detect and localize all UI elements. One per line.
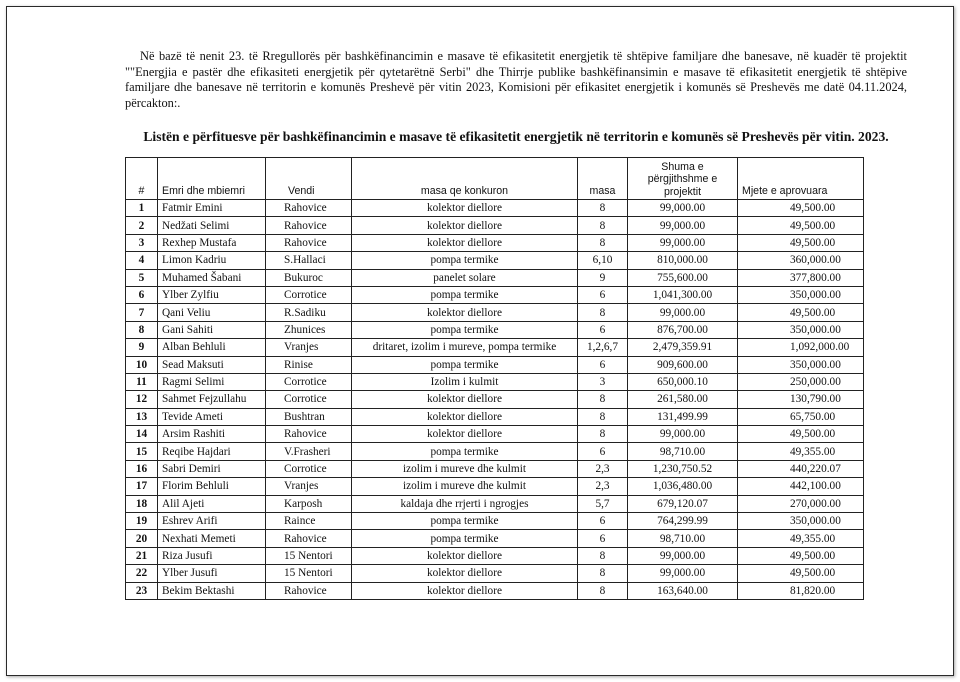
place-name: Rahovice [266, 200, 352, 217]
row-number: 1 [126, 200, 158, 217]
list-heading: Listën e përfituesve për bashkëfinancimin e masave të efikasitetit energjetik në territorin e komunës së Preshevës për vitin. 2023. [143, 129, 889, 144]
measure-description: pompa termike [352, 252, 578, 269]
table-row [126, 443, 864, 460]
row-number: 21 [126, 547, 158, 564]
row-number: 5 [126, 269, 158, 286]
beneficiary-name: Nedžati Selimi [158, 217, 266, 234]
measure-description: kolektor diellore [352, 217, 578, 234]
measure-description: Izolim i kulmit [352, 373, 578, 390]
row-number: 18 [126, 495, 158, 512]
table-row [126, 547, 864, 564]
beneficiary-name: Alil Ajeti [158, 495, 266, 512]
place-name: Rahovice [266, 426, 352, 443]
measure-description: panelet solare [352, 269, 578, 286]
beneficiary-name: Bekim Bektashi [158, 582, 266, 599]
approved-funds: 442,100.00 [738, 478, 864, 495]
table-row [126, 513, 864, 530]
place-name: Rahovice [266, 582, 352, 599]
table-row [126, 565, 864, 582]
row-number: 17 [126, 478, 158, 495]
row-number: 6 [126, 286, 158, 303]
measure-description: pompa termike [352, 513, 578, 530]
measure-code: 9 [578, 269, 628, 286]
approved-funds: 1,092,000.00 [738, 339, 864, 356]
table-body [126, 200, 864, 600]
total-project-amount: 810,000.00 [628, 252, 738, 269]
approved-funds: 350,000.00 [738, 286, 864, 303]
total-project-amount: 99,000.00 [628, 304, 738, 321]
row-number: 23 [126, 582, 158, 599]
beneficiary-name: Alban Behluli [158, 339, 266, 356]
approved-funds: 49,500.00 [738, 565, 864, 582]
total-project-amount: 1,230,750.52 [628, 460, 738, 477]
measure-description: pompa termike [352, 530, 578, 547]
approved-funds: 81,820.00 [738, 582, 864, 599]
table-row [126, 426, 864, 443]
measure-code: 8 [578, 547, 628, 564]
row-number: 13 [126, 408, 158, 425]
place-name: Corrotice [266, 391, 352, 408]
row-number: 14 [126, 426, 158, 443]
approved-funds: 65,750.00 [738, 408, 864, 425]
approved-funds: 49,355.00 [738, 530, 864, 547]
place-name: S.Hallaci [266, 252, 352, 269]
total-project-amount: 163,640.00 [628, 582, 738, 599]
total-project-amount: 650,000.10 [628, 373, 738, 390]
place-name: Bushtran [266, 408, 352, 425]
measure-description: izolim i mureve dhe kulmit [352, 478, 578, 495]
total-project-amount: 909,600.00 [628, 356, 738, 373]
place-name: 15 Nentori [266, 547, 352, 564]
place-name: Corrotice [266, 373, 352, 390]
table-row [126, 373, 864, 390]
row-number: 3 [126, 234, 158, 251]
approved-funds: 49,500.00 [738, 304, 864, 321]
table-row [126, 286, 864, 303]
measure-code: 6 [578, 530, 628, 547]
header-masa: masa [578, 158, 628, 200]
approved-funds: 49,500.00 [738, 234, 864, 251]
table-header-row [126, 158, 864, 200]
place-name: Rinise [266, 356, 352, 373]
approved-funds: 130,790.00 [738, 391, 864, 408]
total-project-amount: 1,041,300.00 [628, 286, 738, 303]
row-number: 11 [126, 373, 158, 390]
table-row [126, 356, 864, 373]
table-row [126, 582, 864, 599]
measure-code: 6,10 [578, 252, 628, 269]
measure-code: 8 [578, 565, 628, 582]
beneficiary-name: Limon Kadriu [158, 252, 266, 269]
beneficiary-name: Arsim Rashiti [158, 426, 266, 443]
table-row [126, 304, 864, 321]
total-project-amount: 764,299.99 [628, 513, 738, 530]
beneficiary-name: Muhamed Šabani [158, 269, 266, 286]
approved-funds: 350,000.00 [738, 321, 864, 338]
table-row [126, 391, 864, 408]
row-number: 12 [126, 391, 158, 408]
approved-funds: 377,800.00 [738, 269, 864, 286]
beneficiary-name: Qani Veliu [158, 304, 266, 321]
measure-code: 8 [578, 426, 628, 443]
measure-description: kolektor diellore [352, 234, 578, 251]
total-project-amount: 876,700.00 [628, 321, 738, 338]
total-project-amount: 261,580.00 [628, 391, 738, 408]
place-name: Corrotice [266, 286, 352, 303]
table-row [126, 321, 864, 338]
total-project-amount: 131,499.99 [628, 408, 738, 425]
measure-description: kolektor diellore [352, 547, 578, 564]
header-name: Emri dhe mbiemri [158, 158, 266, 200]
total-project-amount: 99,000.00 [628, 426, 738, 443]
table-row [126, 530, 864, 547]
total-project-amount: 99,000.00 [628, 200, 738, 217]
total-project-amount: 1,036,480.00 [628, 478, 738, 495]
table-row [126, 252, 864, 269]
beneficiary-name: Ylber Zylfiu [158, 286, 266, 303]
header-num: # [126, 158, 158, 200]
beneficiary-name: Sahmet Fejzullahu [158, 391, 266, 408]
total-project-amount: 99,000.00 [628, 565, 738, 582]
measure-code: 8 [578, 217, 628, 234]
measure-code: 8 [578, 304, 628, 321]
header-mjete: Mjete e aprovuara [738, 158, 864, 200]
table-row [126, 408, 864, 425]
header-masa-konkuron: masa qe konkuron [352, 158, 578, 200]
place-name: R.Sadiku [266, 304, 352, 321]
header-vendi: Vendi [266, 158, 352, 200]
approved-funds: 440,220.07 [738, 460, 864, 477]
beneficiary-name: Tevide Ameti [158, 408, 266, 425]
measure-code: 8 [578, 408, 628, 425]
measure-description: kolektor diellore [352, 304, 578, 321]
row-number: 7 [126, 304, 158, 321]
beneficiary-name: Florim Behluli [158, 478, 266, 495]
beneficiary-name: Reqibe Hajdari [158, 443, 266, 460]
table-row [126, 269, 864, 286]
approved-funds: 49,500.00 [738, 200, 864, 217]
total-project-amount: 99,000.00 [628, 217, 738, 234]
place-name: Karposh [266, 495, 352, 512]
measure-code: 2,3 [578, 460, 628, 477]
measure-description: pompa termike [352, 443, 578, 460]
total-project-amount: 98,710.00 [628, 443, 738, 460]
measure-code: 5,7 [578, 495, 628, 512]
place-name: Zhunices [266, 321, 352, 338]
row-number: 20 [126, 530, 158, 547]
place-name: Bukuroc [266, 269, 352, 286]
measure-description: kolektor diellore [352, 408, 578, 425]
measure-code: 6 [578, 443, 628, 460]
place-name: Rahovice [266, 234, 352, 251]
total-project-amount: 2,479,359.91 [628, 339, 738, 356]
beneficiaries-table [125, 157, 864, 600]
table-row [126, 478, 864, 495]
beneficiary-name: Ylber Jusufi [158, 565, 266, 582]
row-number: 9 [126, 339, 158, 356]
place-name: Raince [266, 513, 352, 530]
measure-code: 8 [578, 234, 628, 251]
approved-funds: 49,355.00 [738, 443, 864, 460]
row-number: 15 [126, 443, 158, 460]
measure-code: 3 [578, 373, 628, 390]
measure-description: kolektor diellore [352, 426, 578, 443]
total-project-amount: 98,710.00 [628, 530, 738, 547]
beneficiary-name: Riza Jusufi [158, 547, 266, 564]
approved-funds: 350,000.00 [738, 513, 864, 530]
beneficiary-name: Rexhep Mustafa [158, 234, 266, 251]
measure-description: dritaret, izolim i mureve, pompa termike [352, 339, 578, 356]
measure-description: kolektor diellore [352, 391, 578, 408]
approved-funds: 350,000.00 [738, 356, 864, 373]
table-row [126, 217, 864, 234]
total-project-amount: 99,000.00 [628, 234, 738, 251]
row-number: 22 [126, 565, 158, 582]
measure-description: izolim i mureve dhe kulmit [352, 460, 578, 477]
table-row [126, 200, 864, 217]
beneficiary-name: Eshrev Arifi [158, 513, 266, 530]
beneficiary-name: Ragmi Selimi [158, 373, 266, 390]
measure-description: pompa termike [352, 356, 578, 373]
place-name: V.Frasheri [266, 443, 352, 460]
measure-description: pompa termike [352, 321, 578, 338]
measure-code: 6 [578, 321, 628, 338]
total-project-amount: 679,120.07 [628, 495, 738, 512]
measure-description: kolektor diellore [352, 582, 578, 599]
header-shuma: Shuma e përgjithshme e projektit [628, 158, 738, 200]
total-project-amount: 755,600.00 [628, 269, 738, 286]
measure-code: 6 [578, 286, 628, 303]
measure-description: kolektor diellore [352, 565, 578, 582]
row-number: 2 [126, 217, 158, 234]
approved-funds: 250,000.00 [738, 373, 864, 390]
beneficiary-name: Fatmir Emini [158, 200, 266, 217]
row-number: 8 [126, 321, 158, 338]
place-name: Rahovice [266, 530, 352, 547]
measure-description: pompa termike [352, 286, 578, 303]
approved-funds: 49,500.00 [738, 547, 864, 564]
measure-code: 8 [578, 582, 628, 599]
approved-funds: 270,000.00 [738, 495, 864, 512]
intro-paragraph: Në bazë të nenit 23. të Rregullorës për bashkëfinancimin e masave të efikasitetit energjetik të shtëpive familjare dhe banesave, në kuadër të projektit ""Energjia e pastër dhe efikasiteti energjetik për qytetarëtnë Serbi" dhe Thirrje publike bashkëfinansimin e masave të efikasitetit energjetik të shtëpive familjare dhe banesave në territorin e komunës Preshevë për vitin 2023, Komisioni për efikasitet energjetik i komunës së Preshevës me datë 04.11.2024, përcakton:. [125, 49, 907, 110]
measure-description: kaldaja dhe rrjerti i ngrogjes [352, 495, 578, 512]
row-number: 19 [126, 513, 158, 530]
measure-code: 2,3 [578, 478, 628, 495]
approved-funds: 360,000.00 [738, 252, 864, 269]
table-row [126, 460, 864, 477]
approved-funds: 49,500.00 [738, 217, 864, 234]
measure-code: 6 [578, 356, 628, 373]
place-name: 15 Nentori [266, 565, 352, 582]
row-number: 4 [126, 252, 158, 269]
total-project-amount: 99,000.00 [628, 547, 738, 564]
row-number: 16 [126, 460, 158, 477]
measure-code: 8 [578, 391, 628, 408]
place-name: Rahovice [266, 217, 352, 234]
beneficiary-name: Nexhati Memeti [158, 530, 266, 547]
place-name: Corrotice [266, 460, 352, 477]
measure-description: kolektor diellore [352, 200, 578, 217]
approved-funds: 49,500.00 [738, 426, 864, 443]
table-row [126, 234, 864, 251]
beneficiary-name: Sabri Demiri [158, 460, 266, 477]
table-row [126, 339, 864, 356]
place-name: Vranjes [266, 478, 352, 495]
place-name: Vranjes [266, 339, 352, 356]
measure-code: 1,2,6,7 [578, 339, 628, 356]
measure-code: 6 [578, 513, 628, 530]
beneficiary-name: Sead Maksuti [158, 356, 266, 373]
measure-code: 8 [578, 200, 628, 217]
table-row [126, 495, 864, 512]
beneficiary-name: Gani Sahiti [158, 321, 266, 338]
row-number: 10 [126, 356, 158, 373]
